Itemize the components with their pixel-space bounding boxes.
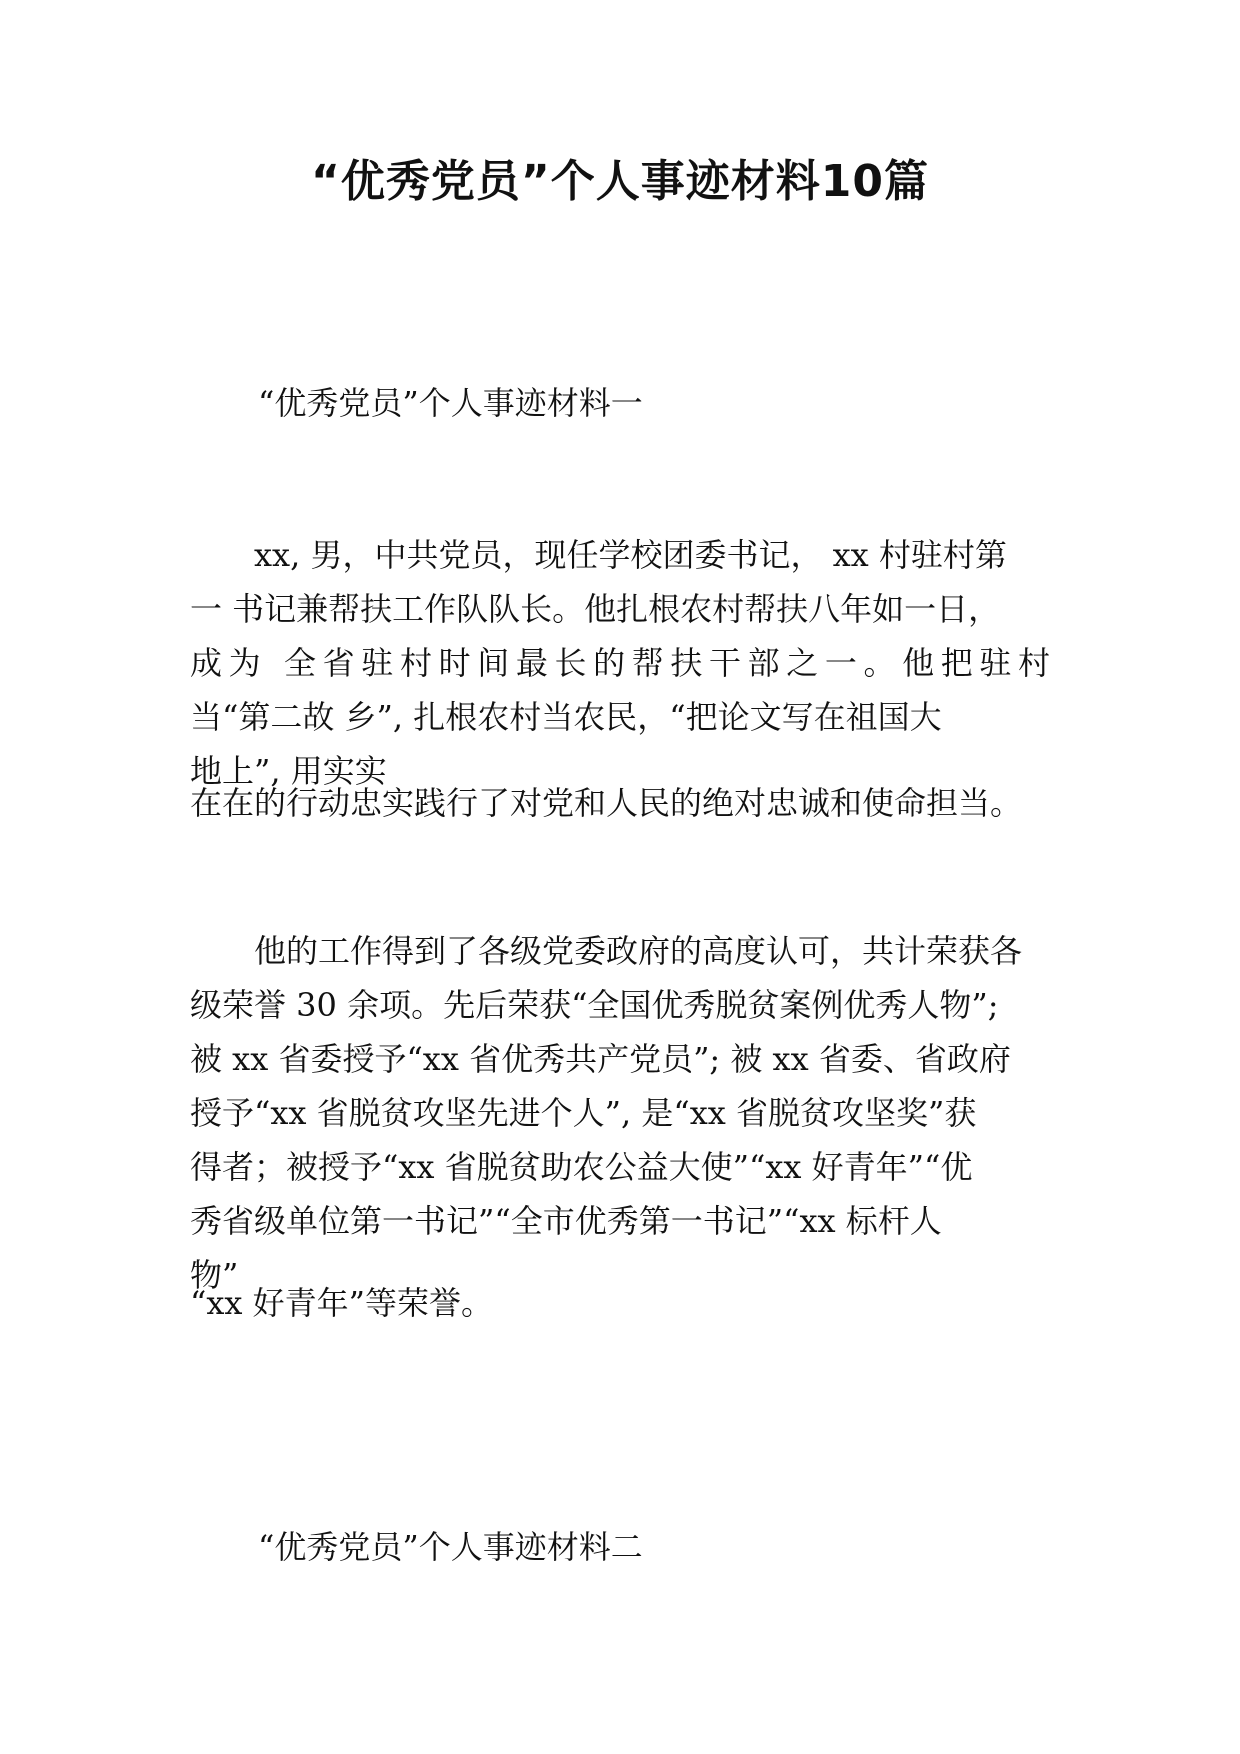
paragraph-line: 成为 全省驻村时间最长的帮扶干部之一。他把驻村	[190, 644, 1050, 682]
paragraph-line: 得者；被授予“xx 省脱贫助农公益大使”“xx 好青年”“优	[190, 1148, 973, 1186]
paragraph-line: 秀省级单位第一书记”“全市优秀第一书记”“xx 标杆人	[190, 1202, 942, 1240]
paragraph-line: 授予“xx 省脱贫攻坚先进个人”, 是“xx 省脱贫攻坚奖”获	[190, 1094, 977, 1132]
paragraph-3	[190, 924, 1070, 1302]
section-heading-1: “优秀党员”个人事迹材料一	[258, 384, 643, 422]
paragraph-line: 一 书记兼帮扶工作队队长。他扎根农村帮扶八年如一日，	[190, 590, 1001, 628]
paragraph-2	[190, 776, 1070, 830]
section-heading-2: “优秀党员”个人事迹材料二	[258, 1528, 643, 1566]
paragraph-line: 当“第二故 乡”, 扎根农村当农民，“把论文写在祖国大	[190, 698, 942, 736]
paragraph-line: “xx 好青年”等荣誉。	[190, 1284, 493, 1322]
paragraph-1	[190, 528, 1070, 798]
paragraph-4	[190, 1276, 1070, 1330]
paragraph-line: 级荣誉 30 余项。先后荣获“全国优秀脱贫案例优秀人物”;	[190, 986, 999, 1024]
paragraph-line: 地上”, 用实实	[190, 752, 387, 790]
paragraph-line: xx, 男，中共党员，现任学校团委书记， xx 村驻村第	[254, 536, 1007, 574]
document-title: “优秀党员”个人事迹材料10篇	[310, 156, 930, 207]
paragraph-line: 在在的行动忠实践行了对党和人民的绝对忠诚和使命担当。	[190, 784, 1023, 822]
paragraph-line: 物”	[190, 1256, 239, 1294]
paragraph-line: 他的工作得到了各级党委政府的高度认可，共计荣获各	[254, 932, 1023, 970]
paragraph-line: 被 xx 省委授予“xx 省优秀共产党员”; 被 xx 省委、省政府	[190, 1040, 1011, 1078]
